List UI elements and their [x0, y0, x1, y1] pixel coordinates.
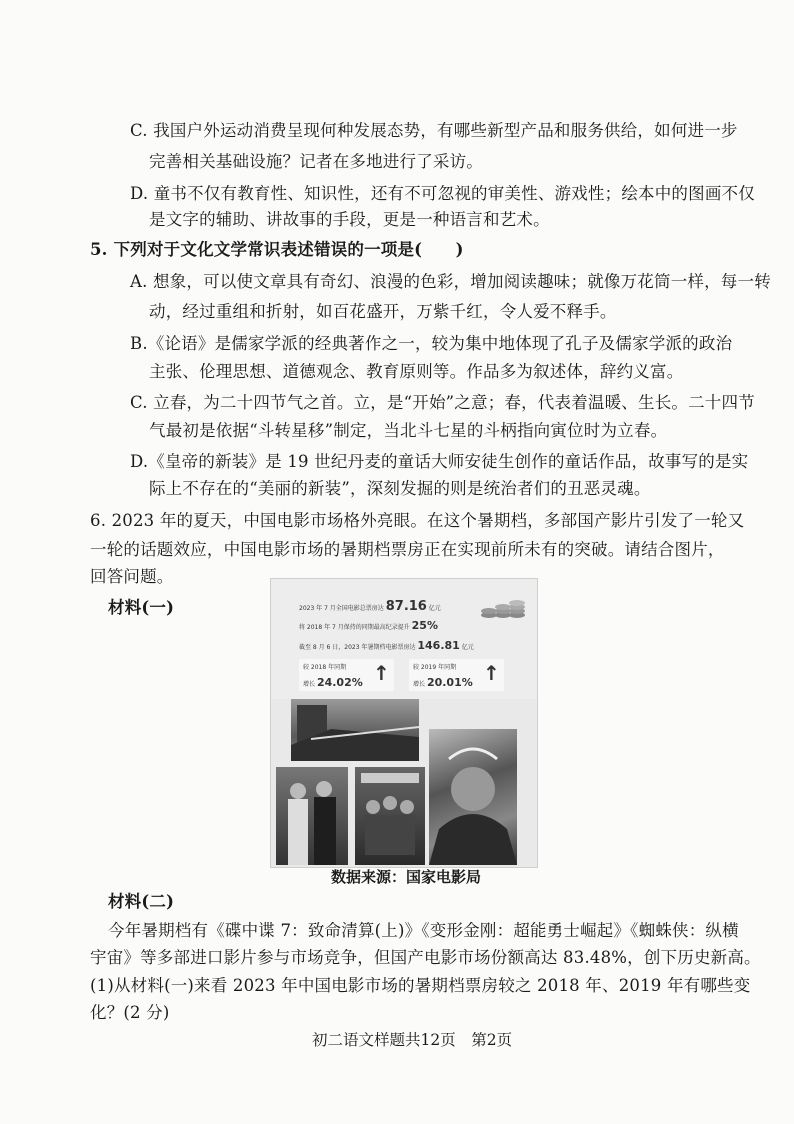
text-line: 一轮的话题效应，中国电影市场的暑期档票房正在实现前所未有的突破。请结合图片，: [90, 540, 725, 559]
text-line: 是文字的辅助、讲故事的手段，更是一种语言和艺术。: [149, 210, 550, 229]
text-line: 今年暑期档有《碟中谍 7：致命清算(上)》《变形金刚：超能勇士崛起》《蜘蛛侠：纵横: [108, 921, 739, 940]
text-line: 6. 2023 年的夏天，中国电影市场格外亮眼。在这个暑期档，多部国产影片引发了一轮又: [90, 511, 745, 530]
poster-2-art: [429, 729, 517, 865]
growth-box-2019: [409, 659, 504, 691]
text-line: 5. 下列对于文化文学常识表述错误的一项是( ): [90, 240, 464, 259]
box-office-stats-panel: [271, 579, 537, 699]
stat-2-value: 25%: [411, 619, 438, 632]
text-line: C. 立春，为二十四节气之首。立，是“开始”之意；春，代表着温暖、生长。二十四节: [130, 393, 755, 412]
poster-4-art: [355, 767, 425, 865]
text-line: (1)从材料(一)来看 2023 年中国电影市场的暑期档票房较之 2018 年、2019 年有哪些变: [90, 976, 751, 995]
text-line: B.《论语》是儒家学派的经典著作之一，较为集中地体现了孔子及儒家学派的政治: [130, 334, 733, 353]
text-line: 气最初是依据“斗转星移”制定，当北斗七星的斗柄指向寅位时为立春。: [149, 421, 668, 440]
stat-1-unit: 亿元: [428, 605, 441, 612]
figure-caption: 数据来源：国家电影局: [331, 868, 482, 886]
text-line: C. 我国户外运动消费呈现何种发展态势，有哪些新型产品和服务供给，如何进一步: [130, 121, 738, 140]
stat-3-unit: 亿元: [461, 644, 474, 651]
text-line: 材料(一): [108, 598, 175, 617]
text-line: 主张、伦理思想、道德观念、教育原则等。作品多为叙述体，辞约义富。: [149, 362, 684, 381]
movie-poster-3: [276, 767, 348, 865]
text-line: 宇宙》等多部进口影片参与市场竞争，但国产电影市场份额高达 83.48%，创下历史新高。: [90, 948, 761, 967]
growth-2019-value: 20.01%: [426, 676, 473, 689]
growth-2019-label: 较 2019 年同期: [413, 664, 457, 671]
stat-1: [299, 599, 441, 614]
movie-poster-2: [429, 729, 517, 865]
text-line: 动，经过重组和折射，如百花盛开，万紫千红，令人爱不释手。: [149, 302, 617, 321]
movie-poster-1: [291, 699, 419, 761]
stat-3-label: 截至 8 月 6 日，2023 年暑期档电影票房达: [299, 644, 416, 651]
text-line: A. 想象，可以使文章具有奇幻、浪漫的色彩，增加阅读趣味；就像万花筒一样，每一转: [130, 272, 771, 291]
stat-2-label: 将 2018 年 7 月保持的同期最高纪录提升: [299, 624, 410, 631]
stat-2: [299, 619, 438, 632]
text-line: 材料(二): [108, 892, 175, 911]
page-footer: 初二语文样题共12页 第2页: [312, 1031, 513, 1049]
up-arrow-icon: ↑: [483, 661, 500, 685]
stat-3: [299, 639, 474, 652]
material-figure: [270, 578, 538, 868]
poster-1-art: [291, 699, 419, 761]
text-line: D. 童书不仅有教育性、知识性，还有不可忽视的审美性、游戏性；绘本中的图画不仅: [130, 184, 755, 203]
stat-1-label: 2023 年 7 月全国电影总票房达: [299, 605, 384, 612]
text-line: 际上不存在的“美丽的新装”，深刻发掘的则是统治者们的丑恶灵魂。: [149, 479, 651, 498]
stat-1-value: 87.16: [385, 599, 427, 614]
growth-2018-label: 较 2018 年同期: [303, 664, 347, 671]
text-line: 回答问题。: [90, 567, 174, 586]
growth-2019-word: 增长: [413, 681, 426, 688]
movie-poster-4: [355, 767, 425, 865]
text-line: 完善相关基础设施？记者在多地进行了采访。: [149, 152, 483, 171]
growth-2018-value: 24.02%: [316, 676, 363, 689]
coin-stack-icon: [479, 591, 529, 621]
poster-3-art: [276, 767, 348, 865]
growth-2018-word: 增长: [303, 681, 316, 688]
growth-2019-row: [413, 676, 473, 689]
text-line: 化？(2 分): [90, 1003, 170, 1022]
up-arrow-icon: ↑: [373, 661, 390, 685]
stat-3-value: 146.81: [417, 639, 460, 652]
growth-2018-row: [303, 676, 363, 689]
text-line: D.《皇帝的新装》是 19 世纪丹麦的童话大师安徒生创作的童话作品，故事写的是实: [130, 452, 749, 471]
growth-box-2018: [299, 659, 394, 691]
